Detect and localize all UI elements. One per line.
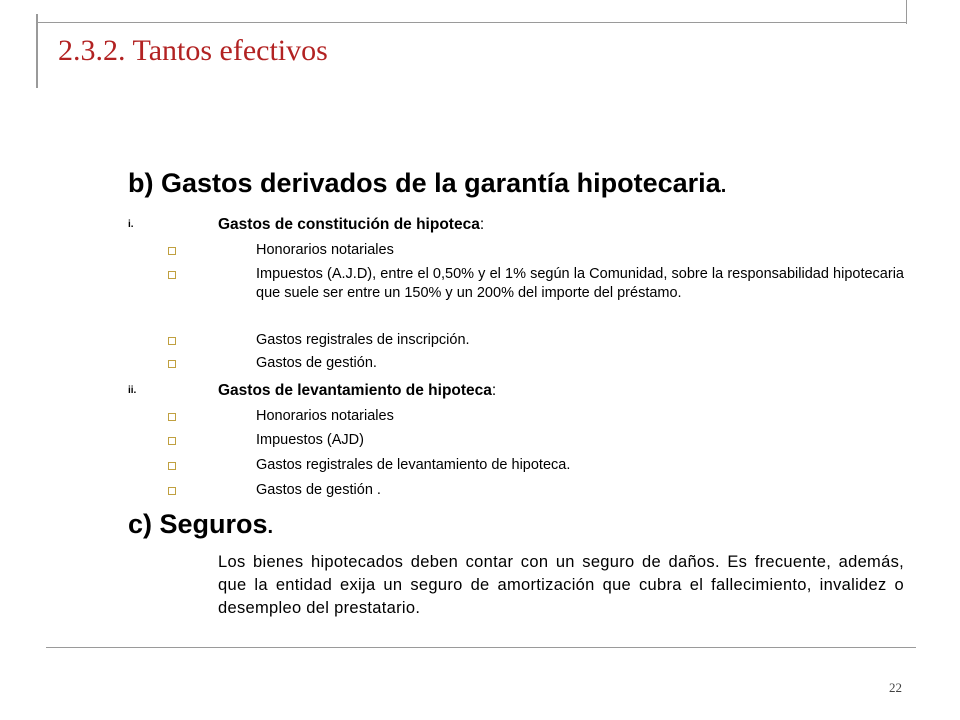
section-c-heading [128,509,273,540]
square-bullet-icon [168,360,176,368]
list-item-text: Honorarios notariales [256,242,394,258]
bottom-rule [46,647,916,648]
right-rule [906,0,907,24]
left-rule [36,14,38,88]
section-c-heading-dot: . [267,516,274,538]
square-bullet-icon [168,337,176,345]
section-b-heading-text: b) Gastos derivados de la garantía hipotecaria [128,168,721,198]
square-bullet-icon [168,462,176,470]
slide-content [128,168,904,617]
square-bullet-icon [168,247,176,255]
subsection-label: Gastos de levantamiento de hipoteca [218,382,492,399]
list-item-text: Impuestos (A.J.D), entre el 0,50% y el 1% según la Comunidad, sobre la responsabilidad hipotecaria que suele ser entre un 150% y un 200% del importe del préstamo. [256,266,904,301]
page-number: 22 [889,680,902,695]
list-item [168,265,904,303]
subsection-constitucion [128,216,484,234]
list-item-text: Impuestos (AJD) [256,432,364,448]
square-bullet-icon [168,413,176,421]
subsection-colon: : [491,382,497,399]
list-item-text: Gastos de gestión . [256,482,381,498]
subsection-label: Gastos de constitución de hipoteca [218,216,480,233]
square-bullet-icon [168,271,176,279]
section-c-heading-text: c) Seguros [128,509,268,539]
list-item [168,481,904,500]
square-bullet-icon [168,487,176,495]
subsection-colon: : [479,216,485,233]
seguros-paragraph: Los bienes hipotecados deben contar con un seguro de daños. Es frecuente, además, que la entidad exija un seguro de amortización que cubra el fallecimiento, invalidez o desempleo del prestatario. [218,553,904,617]
list-item [168,331,904,350]
list-item [168,241,904,260]
list-item [168,407,904,426]
subsection-levantamiento [128,382,496,400]
subsection-numeral: ii. [128,385,137,397]
list-item-text: Honorarios notariales [256,408,394,424]
list-item [168,456,904,475]
section-b-heading-dot: . [720,175,727,197]
list-item [168,431,904,450]
list-item-text: Gastos de gestión. [256,355,377,371]
section-b-heading [128,168,904,206]
slide-title: 2.3.2. Tantos efectivos [58,34,328,67]
list-item-text: Gastos registrales de levantamiento de hipoteca. [256,457,571,473]
subsection-numeral: i. [128,219,134,231]
top-rule [36,22,906,23]
list-item-text: Gastos registrales de inscripción. [256,332,470,348]
list-item [168,354,904,373]
square-bullet-icon [168,437,176,445]
